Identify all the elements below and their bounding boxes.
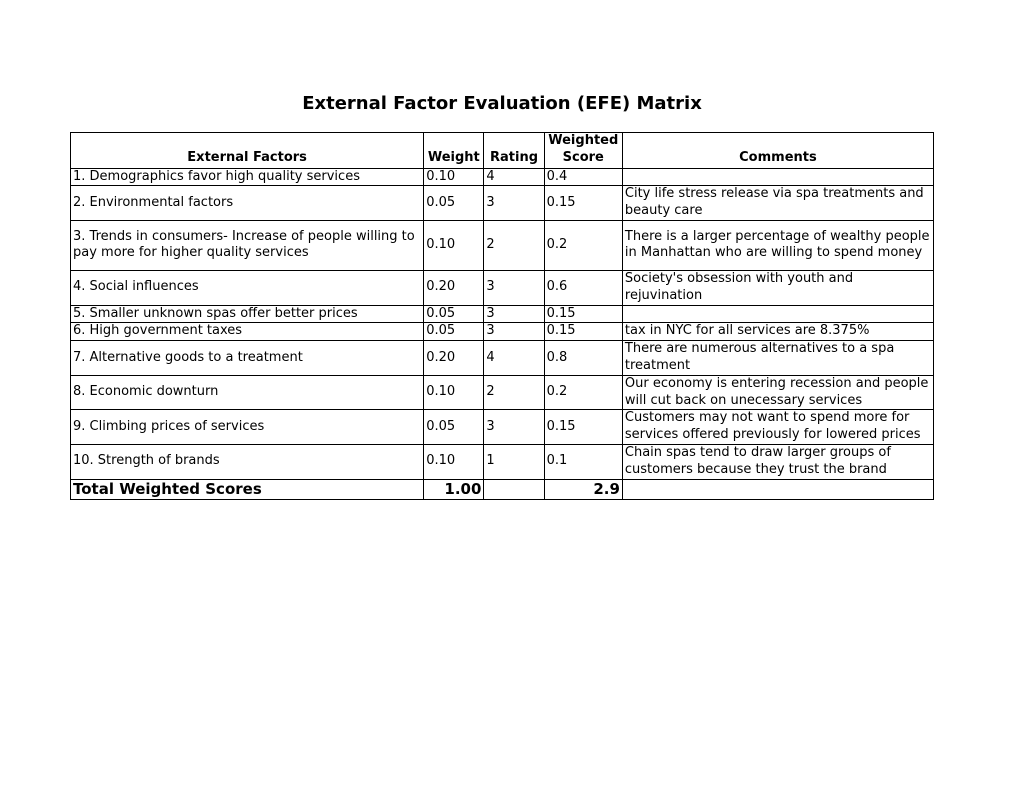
table-row bbox=[71, 410, 934, 445]
table-row bbox=[71, 305, 934, 323]
efe-matrix-table bbox=[70, 132, 934, 500]
comment-cell[interactable]: There is a larger percentage of wealthy people in Manhattan who are willing to spend money bbox=[622, 220, 933, 270]
table-row bbox=[71, 444, 934, 479]
header-comments: Comments bbox=[622, 133, 933, 169]
score-cell[interactable]: 0.15 bbox=[544, 323, 622, 341]
rating-cell[interactable]: 1 bbox=[484, 444, 544, 479]
total-rating-empty[interactable] bbox=[484, 479, 544, 499]
factor-cell[interactable]: 7. Alternative goods to a treatment bbox=[71, 341, 424, 376]
rating-cell[interactable]: 3 bbox=[484, 186, 544, 221]
header-weight: Weight bbox=[424, 133, 484, 169]
factor-cell[interactable]: 10. Strength of brands bbox=[71, 444, 424, 479]
comment-cell[interactable]: Society's obsession with youth and rejuvination bbox=[622, 270, 933, 305]
comment-cell[interactable]: tax in NYC for all services are 8.375% bbox=[622, 323, 933, 341]
comment-cell[interactable]: Chain spas tend to draw larger groups of customers because they trust the brand bbox=[622, 444, 933, 479]
rating-cell[interactable]: 3 bbox=[484, 410, 544, 445]
comment-cell[interactable] bbox=[622, 305, 933, 323]
factor-cell[interactable]: 8. Economic downturn bbox=[71, 375, 424, 410]
score-cell[interactable]: 0.1 bbox=[544, 444, 622, 479]
score-cell[interactable]: 0.2 bbox=[544, 375, 622, 410]
score-cell[interactable]: 0.2 bbox=[544, 220, 622, 270]
total-score[interactable]: 2.9 bbox=[544, 479, 622, 499]
weight-cell[interactable]: 0.05 bbox=[424, 410, 484, 445]
factor-cell[interactable]: 2. Environmental factors bbox=[71, 186, 424, 221]
weight-cell[interactable]: 0.10 bbox=[424, 375, 484, 410]
weight-cell[interactable]: 0.10 bbox=[424, 220, 484, 270]
weight-cell[interactable]: 0.10 bbox=[424, 444, 484, 479]
table-row bbox=[71, 323, 934, 341]
weight-cell[interactable]: 0.20 bbox=[424, 341, 484, 376]
table-row bbox=[71, 375, 934, 410]
score-cell[interactable]: 0.15 bbox=[544, 305, 622, 323]
table-row bbox=[71, 186, 934, 221]
table-row bbox=[71, 220, 934, 270]
header-rating: Rating bbox=[484, 133, 544, 169]
table-row bbox=[71, 270, 934, 305]
total-weight[interactable]: 1.00 bbox=[424, 479, 484, 499]
score-cell[interactable]: 0.8 bbox=[544, 341, 622, 376]
rating-cell[interactable]: 2 bbox=[484, 220, 544, 270]
rating-cell[interactable]: 3 bbox=[484, 270, 544, 305]
weight-cell[interactable]: 0.20 bbox=[424, 270, 484, 305]
weight-cell[interactable]: 0.05 bbox=[424, 323, 484, 341]
comment-cell[interactable] bbox=[622, 168, 933, 186]
total-label[interactable]: Total Weighted Scores bbox=[71, 479, 424, 499]
score-cell[interactable]: 0.15 bbox=[544, 410, 622, 445]
weight-cell[interactable]: 0.05 bbox=[424, 305, 484, 323]
header-weighted-score bbox=[544, 133, 622, 169]
comment-cell[interactable]: There are numerous alternatives to a spa treatment bbox=[622, 341, 933, 376]
header-row bbox=[71, 133, 934, 169]
table-row bbox=[71, 168, 934, 186]
factor-cell[interactable]: 9. Climbing prices of services bbox=[71, 410, 424, 445]
factor-cell[interactable]: 6. High government taxes bbox=[71, 323, 424, 341]
rating-cell[interactable]: 3 bbox=[484, 305, 544, 323]
total-comment-empty[interactable] bbox=[622, 479, 933, 499]
rating-cell[interactable]: 4 bbox=[484, 168, 544, 186]
weight-cell[interactable]: 0.05 bbox=[424, 186, 484, 221]
rating-cell[interactable]: 2 bbox=[484, 375, 544, 410]
factor-cell[interactable]: 1. Demographics favor high quality services bbox=[71, 168, 424, 186]
header-external-factors: External Factors bbox=[71, 133, 424, 169]
factor-cell[interactable]: 5. Smaller unknown spas offer better prices bbox=[71, 305, 424, 323]
weight-cell[interactable]: 0.10 bbox=[424, 168, 484, 186]
score-cell[interactable]: 0.4 bbox=[544, 168, 622, 186]
comment-cell[interactable]: Customers may not want to spend more for services offered previously for lowered prices bbox=[622, 410, 933, 445]
rating-cell[interactable]: 3 bbox=[484, 323, 544, 341]
rating-cell[interactable]: 4 bbox=[484, 341, 544, 376]
page-title: External Factor Evaluation (EFE) Matrix bbox=[302, 93, 702, 114]
score-cell[interactable]: 0.15 bbox=[544, 186, 622, 221]
header-weighted-line2: Score bbox=[562, 149, 604, 165]
score-cell[interactable]: 0.6 bbox=[544, 270, 622, 305]
comment-cell[interactable]: Our economy is entering recession and people will cut back on unecessary services bbox=[622, 375, 933, 410]
factor-cell[interactable]: 3. Trends in consumers- Increase of people willing to pay more for higher quality services bbox=[71, 220, 424, 270]
total-row bbox=[71, 479, 934, 499]
comment-cell[interactable]: City life stress release via spa treatments and beauty care bbox=[622, 186, 933, 221]
factor-cell[interactable]: 4. Social influences bbox=[71, 270, 424, 305]
header-weighted-line1: Weighted bbox=[548, 133, 619, 148]
table-row bbox=[71, 341, 934, 376]
